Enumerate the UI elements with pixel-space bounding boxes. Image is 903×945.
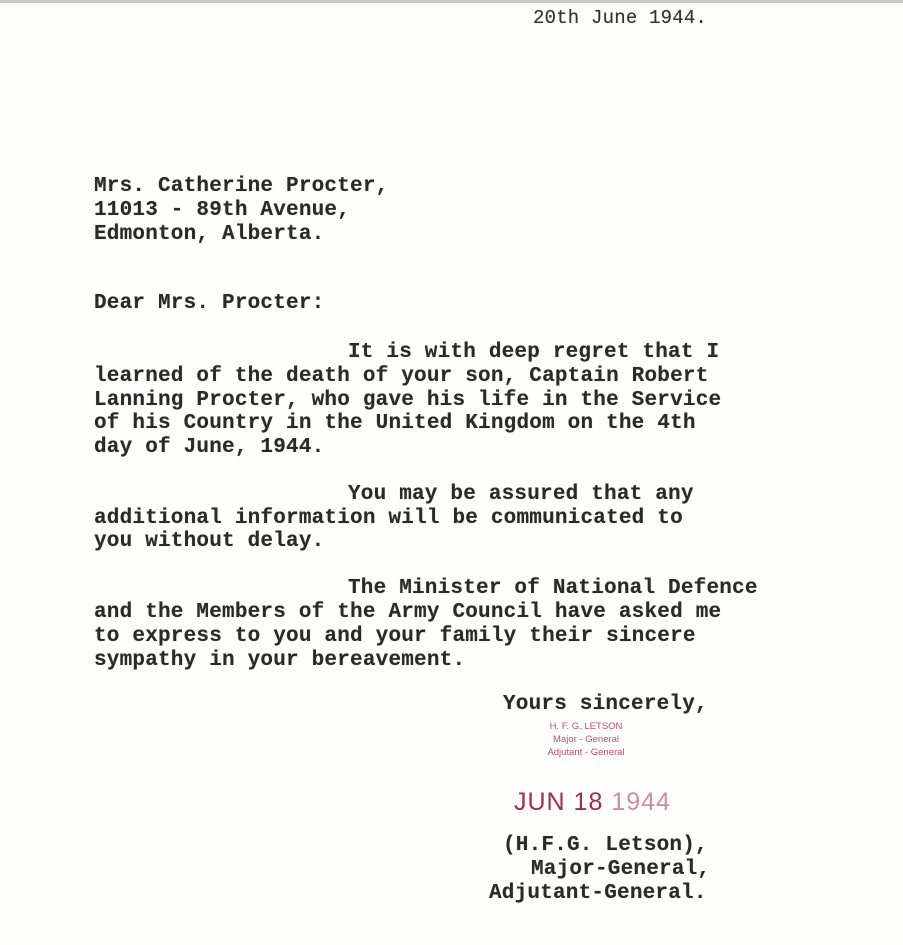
paragraph-3-line: to express to you and your family their sincere	[94, 625, 696, 648]
paragraph-3-line: The Minister of National Defence	[348, 577, 758, 600]
salutation: Dear Mrs. Procter:	[94, 292, 325, 315]
recipient-line-3: Edmonton, Alberta.	[94, 223, 325, 246]
paragraph-2-line: You may be assured that any	[348, 483, 694, 506]
paragraph-3-line: sympathy in your bereavement.	[94, 649, 466, 672]
recipient-line-1: Mrs. Catherine Procter,	[94, 175, 389, 198]
signature-stamp-name: H. F. G. LETSON	[549, 721, 623, 732]
received-stamp-year: 1944	[611, 788, 671, 816]
signatory-rank: Major-General,	[531, 858, 711, 881]
paragraph-1-line: It is with deep regret that I	[348, 341, 720, 364]
paragraph-1-line: of his Country in the United Kingdom on the 4th	[94, 412, 696, 435]
signature-stamp	[528, 720, 644, 759]
closing: Yours sincerely,	[503, 693, 708, 716]
signature-stamp-rank: Major - General	[553, 734, 619, 745]
signatory-title: Adjutant-General.	[489, 882, 707, 905]
paragraph-2-line: you without delay.	[94, 530, 325, 553]
paragraph-1-line: Lanning Procter, who gave his life in the Service	[94, 389, 722, 412]
paragraph-1-line: day of June, 1944.	[94, 436, 325, 459]
paragraph-1-line: learned of the death of your son, Captain Robert	[94, 365, 709, 388]
received-date-stamp	[514, 788, 671, 817]
recipient-line-2: 11013 - 89th Avenue,	[94, 199, 351, 222]
received-stamp-month-day: JUN 18	[514, 788, 604, 816]
paragraph-3-line: and the Members of the Army Council have asked me	[94, 601, 722, 624]
signature-stamp-title: Adjutant - General	[547, 747, 625, 758]
signatory-name: (H.F.G. Letson),	[503, 834, 708, 857]
paragraph-2-line: additional information will be communicated to	[94, 507, 683, 530]
letter-date: 20th June 1944.	[533, 7, 708, 29]
